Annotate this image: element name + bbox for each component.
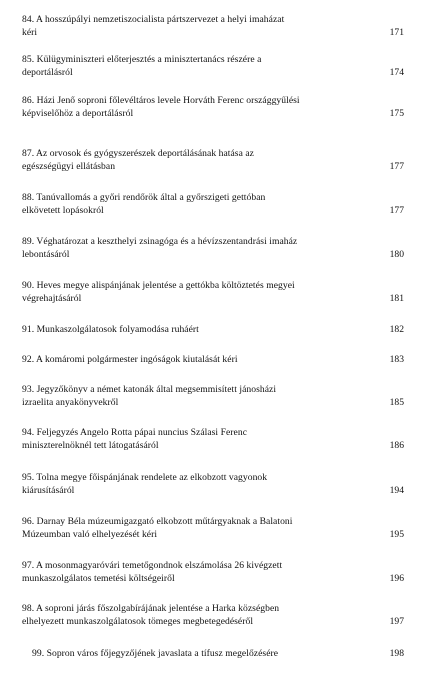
entry-page-number: 175 [389,107,404,119]
entry-title-line: 87. Az orvosok és gyógyszerészek deportálásának hatása az [22,148,254,159]
toc-entry [22,192,404,217]
entry-title-line: kiárusításáról [22,484,75,496]
toc-entry [22,148,404,173]
entry-page-number: 177 [389,204,404,216]
toc-entry [22,427,404,452]
toc-entry [22,54,404,79]
entry-title-line: képviselőhöz a deportálásról [22,107,134,119]
toc-entry [32,648,404,661]
entry-page-number: 197 [389,615,404,627]
entry-title-line: egészségügyi ellátásban [22,160,116,172]
entry-page-number: 185 [389,396,404,408]
entry-title-line: lebontásáról [22,248,70,260]
toc-entry [22,384,404,409]
entry-title-line: 98. A soproni járás főszolgabírájának jelentése a Harka községben [22,603,280,614]
toc-entry [22,354,404,367]
entry-title-line: 95. Tolna megye főispánjának rendelete az elkobzott vagyonok [22,472,268,483]
toc-entry [22,472,404,497]
entry-page-number: 194 [389,484,404,496]
toc-entry [22,516,404,541]
toc-entry [22,236,404,261]
entry-title-line: 84. A hosszúpályi nemzetiszocialista pártszervezet a helyi imaházat [22,14,285,25]
entry-title-line: Múzeumban való elhelyezését kéri [22,528,158,540]
entry-title-line: 99. Sopron város főjegyzőjének javaslata a tífusz megelőzésére [32,648,279,659]
entry-page-number: 182 [389,324,404,335]
entry-page-number: 183 [389,354,404,365]
entry-title-line: munkaszolgálatos temetési költségeiről [22,572,175,584]
entry-title-line: 89. Véghatározat a keszthelyi zsinagóga és a hévízszentandrási imaház [22,236,298,247]
entry-title-line: 86. Házi Jenő soproni főlevéltáros levele Horváth Ferenc országgyűlési [22,95,300,106]
entry-title-line: végrehajtásáról [22,292,82,304]
entry-title-line: 94. Feljegyzés Angelo Rotta pápai nuncius Szálasi Ferenc [22,427,248,438]
entry-title-line: izraelita anyakönyvekről [22,396,119,408]
entry-page-number: 196 [389,572,404,584]
entry-page-number: 181 [389,292,404,304]
entry-page-number: 180 [389,248,404,260]
entry-page-number: 186 [389,439,404,451]
entry-title-line: 97. A mosonmagyaróvári temetőgondnok elszámolása 26 kivégzett [22,560,283,571]
entry-page-number: 177 [389,160,404,172]
entry-page-number: 174 [389,66,404,78]
toc-entry [22,14,404,39]
entry-title-line: 85. Külügyminiszteri előterjesztés a minisztertanács részére a [22,54,262,65]
entry-title-line: kéri [22,26,38,38]
toc-entry [22,95,404,120]
entry-title-line: 96. Darnay Béla múzeumigazgató elkobzott műtárgyaknak a Balatoni [22,516,293,527]
entry-title-line: 93. Jegyzőkönyv a német katonák által megsemmisített jánosházi [22,384,277,395]
entry-title-line: 91. Munkaszolgálatosok folyamodása ruháért [22,324,199,335]
entry-page-number: 195 [389,528,404,540]
entry-page-number: 198 [389,648,404,659]
toc-entry [22,324,404,337]
entry-title-line: elkövetett lopásokról [22,204,104,216]
toc-entry [22,280,404,305]
entry-title-line: miniszterelnöknél tett látogatásáról [22,439,159,451]
entry-page-number: 171 [389,26,404,38]
toc-entry [22,603,404,628]
entry-title-line: 88. Tanúvallomás a győri rendőrök által a győrszigeti gettóban [22,192,266,203]
entry-title-line: elhelyezett munkaszolgálatosok tömeges megbetegedéséről [22,615,254,627]
entry-title-line: deportálásról [22,66,73,78]
entry-title-line: 92. A komáromi polgármester ingóságok kiutalását kéri [22,354,238,365]
toc-entry [22,560,404,585]
entry-title-line: 90. Heves megye alispánjának jelentése a gettókba költöztetés megyei [22,280,295,291]
